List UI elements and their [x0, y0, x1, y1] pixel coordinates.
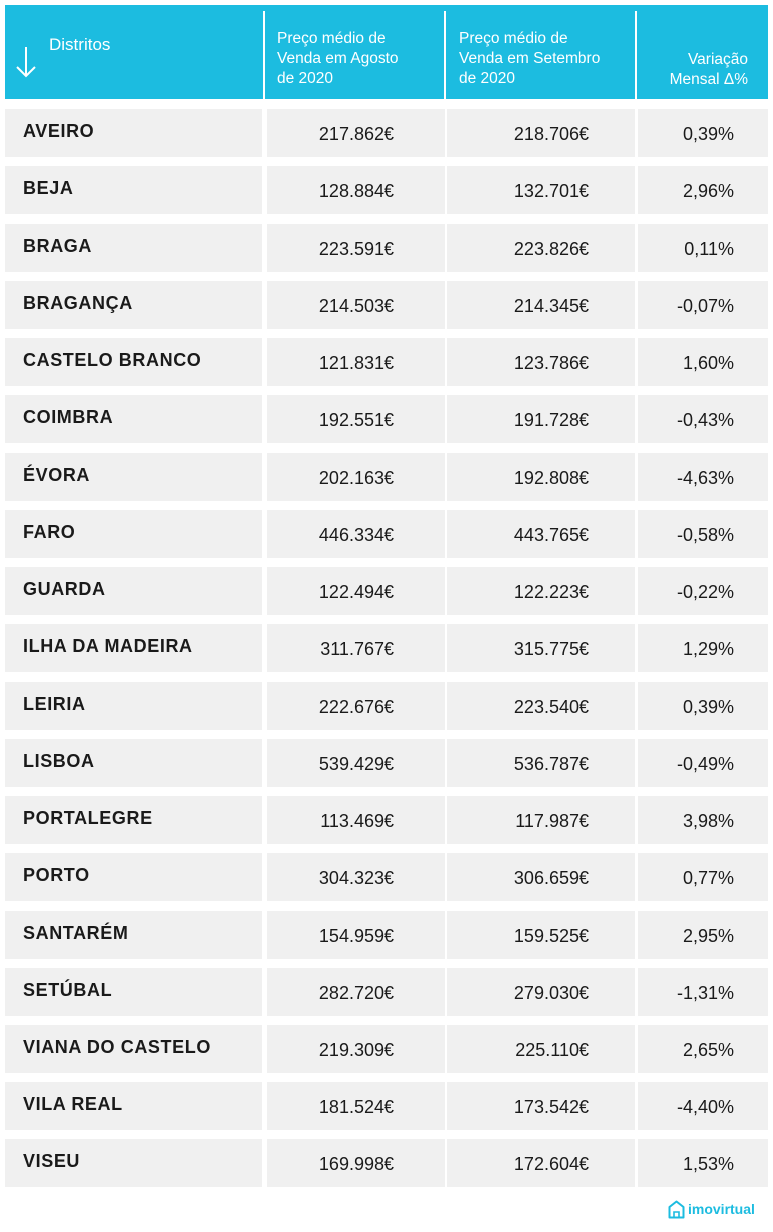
table-row [5, 1139, 768, 1187]
district-name: BEJA [23, 178, 74, 198]
august-price: 154.959€ [318, 926, 394, 946]
variation-cell [638, 166, 768, 214]
variation-value: -0,22% [676, 582, 734, 602]
header-august-line: Preço médio de [277, 30, 386, 47]
september-price: 223.826€ [513, 239, 589, 259]
district-name: BRAGANÇA [23, 293, 133, 313]
variation-cell [638, 624, 768, 672]
table-row [5, 1025, 768, 1073]
august-price-cell [267, 166, 445, 214]
september-price-cell [447, 739, 635, 787]
header-september-line: Preço médio de [459, 30, 568, 47]
august-price: 311.767€ [320, 639, 394, 659]
variation-cell [638, 739, 768, 787]
district-name: ÉVORA [23, 465, 91, 485]
district-name: SANTARÉM [23, 923, 129, 943]
variation-cell [638, 911, 768, 959]
variation-cell [638, 567, 768, 615]
august-price-cell [267, 853, 445, 901]
header-august-price [266, 5, 444, 99]
district-name: VISEU [23, 1151, 81, 1171]
august-price: 222.676€ [318, 697, 394, 717]
variation-value: 0,39% [682, 124, 734, 144]
august-price-cell [267, 911, 445, 959]
variation-cell [638, 796, 768, 844]
september-price: 159.525€ [513, 926, 589, 946]
september-price-cell [447, 796, 635, 844]
september-price-cell [447, 567, 635, 615]
district-name: FARO [23, 522, 76, 542]
variation-value: 0,11% [684, 239, 734, 259]
september-price: 172.604€ [513, 1154, 589, 1174]
august-price-cell [267, 338, 445, 386]
variation-cell [638, 224, 768, 272]
august-price: 282.720€ [318, 983, 394, 1003]
september-price-cell [447, 853, 635, 901]
table-row [5, 911, 768, 959]
district-cell [5, 281, 262, 329]
september-price: 223.540€ [513, 697, 589, 717]
august-price-cell [267, 281, 445, 329]
august-price-cell [267, 1025, 445, 1073]
district-cell [5, 338, 262, 386]
district-name: VIANA DO CASTELO [23, 1037, 211, 1057]
district-name: PORTO [23, 865, 90, 885]
variation-cell [638, 281, 768, 329]
september-price-cell [447, 224, 635, 272]
header-districts[interactable] [5, 5, 263, 99]
table-header [5, 5, 768, 99]
district-cell [5, 395, 262, 443]
table-row [5, 281, 768, 329]
table-row [5, 853, 768, 901]
variation-cell [638, 109, 768, 157]
district-cell [5, 853, 262, 901]
district-cell [5, 911, 262, 959]
header-september-price [447, 5, 635, 99]
district-name: BRAGA [23, 236, 92, 256]
table-row [5, 109, 768, 157]
table-row [5, 453, 768, 501]
september-price-cell [447, 1139, 635, 1187]
header-september-line: de 2020 [459, 70, 516, 87]
district-name: SETÚBAL [23, 980, 113, 1000]
september-price: 192.808€ [513, 468, 589, 488]
variation-cell [638, 1139, 768, 1187]
header-divider [444, 11, 446, 99]
september-price-cell [447, 510, 635, 558]
header-august-line: Venda em Agosto [277, 50, 399, 67]
august-price-cell [267, 453, 445, 501]
august-price: 121.831€ [318, 353, 394, 373]
september-price: 132.701€ [513, 181, 589, 201]
september-price-cell [447, 968, 635, 1016]
district-name: LEIRIA [23, 694, 86, 714]
table-row [5, 510, 768, 558]
august-price-cell [267, 395, 445, 443]
variation-cell [638, 510, 768, 558]
district-name: GUARDA [23, 579, 106, 599]
september-price: 443.765€ [513, 525, 589, 545]
district-name: CASTELO BRANCO [23, 350, 202, 370]
variation-cell [638, 395, 768, 443]
header-monthly-variation [638, 5, 768, 99]
august-price-cell [267, 796, 445, 844]
august-price: 539.429€ [318, 754, 394, 774]
august-price-cell [267, 109, 445, 157]
variation-value: -0,58% [676, 525, 734, 545]
august-price-cell [267, 510, 445, 558]
district-cell [5, 796, 262, 844]
august-price-cell [267, 1082, 445, 1130]
district-cell [5, 109, 262, 157]
august-price: 113.469€ [320, 811, 394, 831]
variation-value: 2,95% [682, 926, 734, 946]
variation-value: 2,65% [682, 1040, 734, 1060]
august-price: 304.323€ [318, 868, 394, 888]
august-price: 202.163€ [318, 468, 394, 488]
september-price-cell [447, 1025, 635, 1073]
september-price-cell [447, 281, 635, 329]
district-cell [5, 224, 262, 272]
august-price-cell [267, 1139, 445, 1187]
august-price: 446.334€ [318, 525, 394, 545]
variation-value: 0,39% [682, 697, 734, 717]
september-price-cell [447, 166, 635, 214]
table-row [5, 968, 768, 1016]
district-cell [5, 166, 262, 214]
variation-value: 1,29% [682, 639, 734, 659]
september-price: 218.706€ [513, 124, 589, 144]
variation-value: 2,96% [682, 181, 734, 201]
district-cell [5, 453, 262, 501]
august-price: 219.309€ [318, 1040, 394, 1060]
variation-cell [638, 453, 768, 501]
variation-cell [638, 853, 768, 901]
august-price-cell [267, 739, 445, 787]
september-price: 315.775€ [513, 639, 589, 659]
district-name: ILHA DA MADEIRA [23, 636, 193, 656]
district-cell [5, 1082, 262, 1130]
variation-cell [638, 338, 768, 386]
september-price: 191.728€ [513, 410, 589, 430]
september-price: 225.110€ [515, 1040, 589, 1060]
district-name: COIMBRA [23, 407, 114, 427]
table-row [5, 567, 768, 615]
variation-value: -0,07% [676, 296, 734, 316]
variation-value: 1,53% [682, 1154, 734, 1174]
august-price: 217.862€ [318, 124, 394, 144]
august-price: 223.591€ [318, 239, 394, 259]
header-districts-label: Distritos [49, 35, 111, 54]
variation-value: 1,60% [682, 353, 734, 373]
september-price-cell [447, 911, 635, 959]
august-price-cell [267, 224, 445, 272]
table-row [5, 338, 768, 386]
august-price: 128.884€ [318, 181, 394, 201]
table-row [5, 796, 768, 844]
september-price: 214.345€ [513, 296, 589, 316]
district-name: PORTALEGRE [23, 808, 153, 828]
august-price: 122.494€ [318, 582, 394, 602]
september-price-cell [447, 395, 635, 443]
district-cell [5, 624, 262, 672]
august-price: 181.524€ [318, 1097, 394, 1117]
district-cell [5, 510, 262, 558]
variation-value: -4,63% [676, 468, 734, 488]
variation-value: 3,98% [682, 811, 734, 831]
variation-cell [638, 968, 768, 1016]
district-name: AVEIRO [23, 121, 95, 141]
variation-cell [638, 682, 768, 730]
brand-name: imovirtual [688, 1201, 755, 1217]
variation-value: -1,31% [676, 983, 734, 1003]
table-row [5, 166, 768, 214]
september-price: 117.987€ [515, 811, 589, 831]
district-cell [5, 567, 262, 615]
variation-value: 0,77% [682, 868, 734, 888]
variation-value: -0,43% [676, 410, 734, 430]
district-cell [5, 682, 262, 730]
district-name: LISBOA [23, 751, 95, 771]
september-price-cell [447, 682, 635, 730]
header-variation-line: Mensal Δ% [669, 71, 748, 88]
september-price: 122.223€ [513, 582, 589, 602]
arrow-down-icon [15, 45, 37, 79]
district-cell [5, 1139, 262, 1187]
district-cell [5, 968, 262, 1016]
august-price-cell [267, 682, 445, 730]
variation-value: -4,40% [676, 1097, 734, 1117]
variation-cell [638, 1025, 768, 1073]
header-divider [263, 11, 265, 99]
table-row [5, 682, 768, 730]
september-price: 173.542€ [513, 1097, 589, 1117]
september-price: 306.659€ [513, 868, 589, 888]
district-cell [5, 1025, 262, 1073]
header-august-line: de 2020 [277, 70, 334, 87]
header-divider [635, 11, 637, 99]
september-price-cell [447, 624, 635, 672]
table-row [5, 395, 768, 443]
august-price-cell [267, 567, 445, 615]
table-row [5, 739, 768, 787]
september-price: 536.787€ [513, 754, 589, 774]
september-price-cell [447, 109, 635, 157]
table-row [5, 224, 768, 272]
september-price: 123.786€ [513, 353, 589, 373]
header-september-line: Venda em Setembro [459, 50, 601, 67]
variation-cell [638, 1082, 768, 1130]
august-price: 192.551€ [318, 410, 394, 430]
august-price-cell [267, 624, 445, 672]
september-price-cell [447, 338, 635, 386]
august-price: 169.998€ [318, 1154, 394, 1174]
august-price: 214.503€ [318, 296, 394, 316]
september-price-cell [447, 453, 635, 501]
september-price-cell [447, 1082, 635, 1130]
variation-value: -0,49% [676, 754, 734, 774]
district-name: VILA REAL [23, 1094, 123, 1114]
august-price-cell [267, 968, 445, 1016]
header-variation-line: Variação [687, 51, 748, 68]
september-price: 279.030€ [513, 983, 589, 1003]
district-cell [5, 739, 262, 787]
table-row [5, 624, 768, 672]
house-icon [668, 1200, 685, 1219]
table-row [5, 1082, 768, 1130]
